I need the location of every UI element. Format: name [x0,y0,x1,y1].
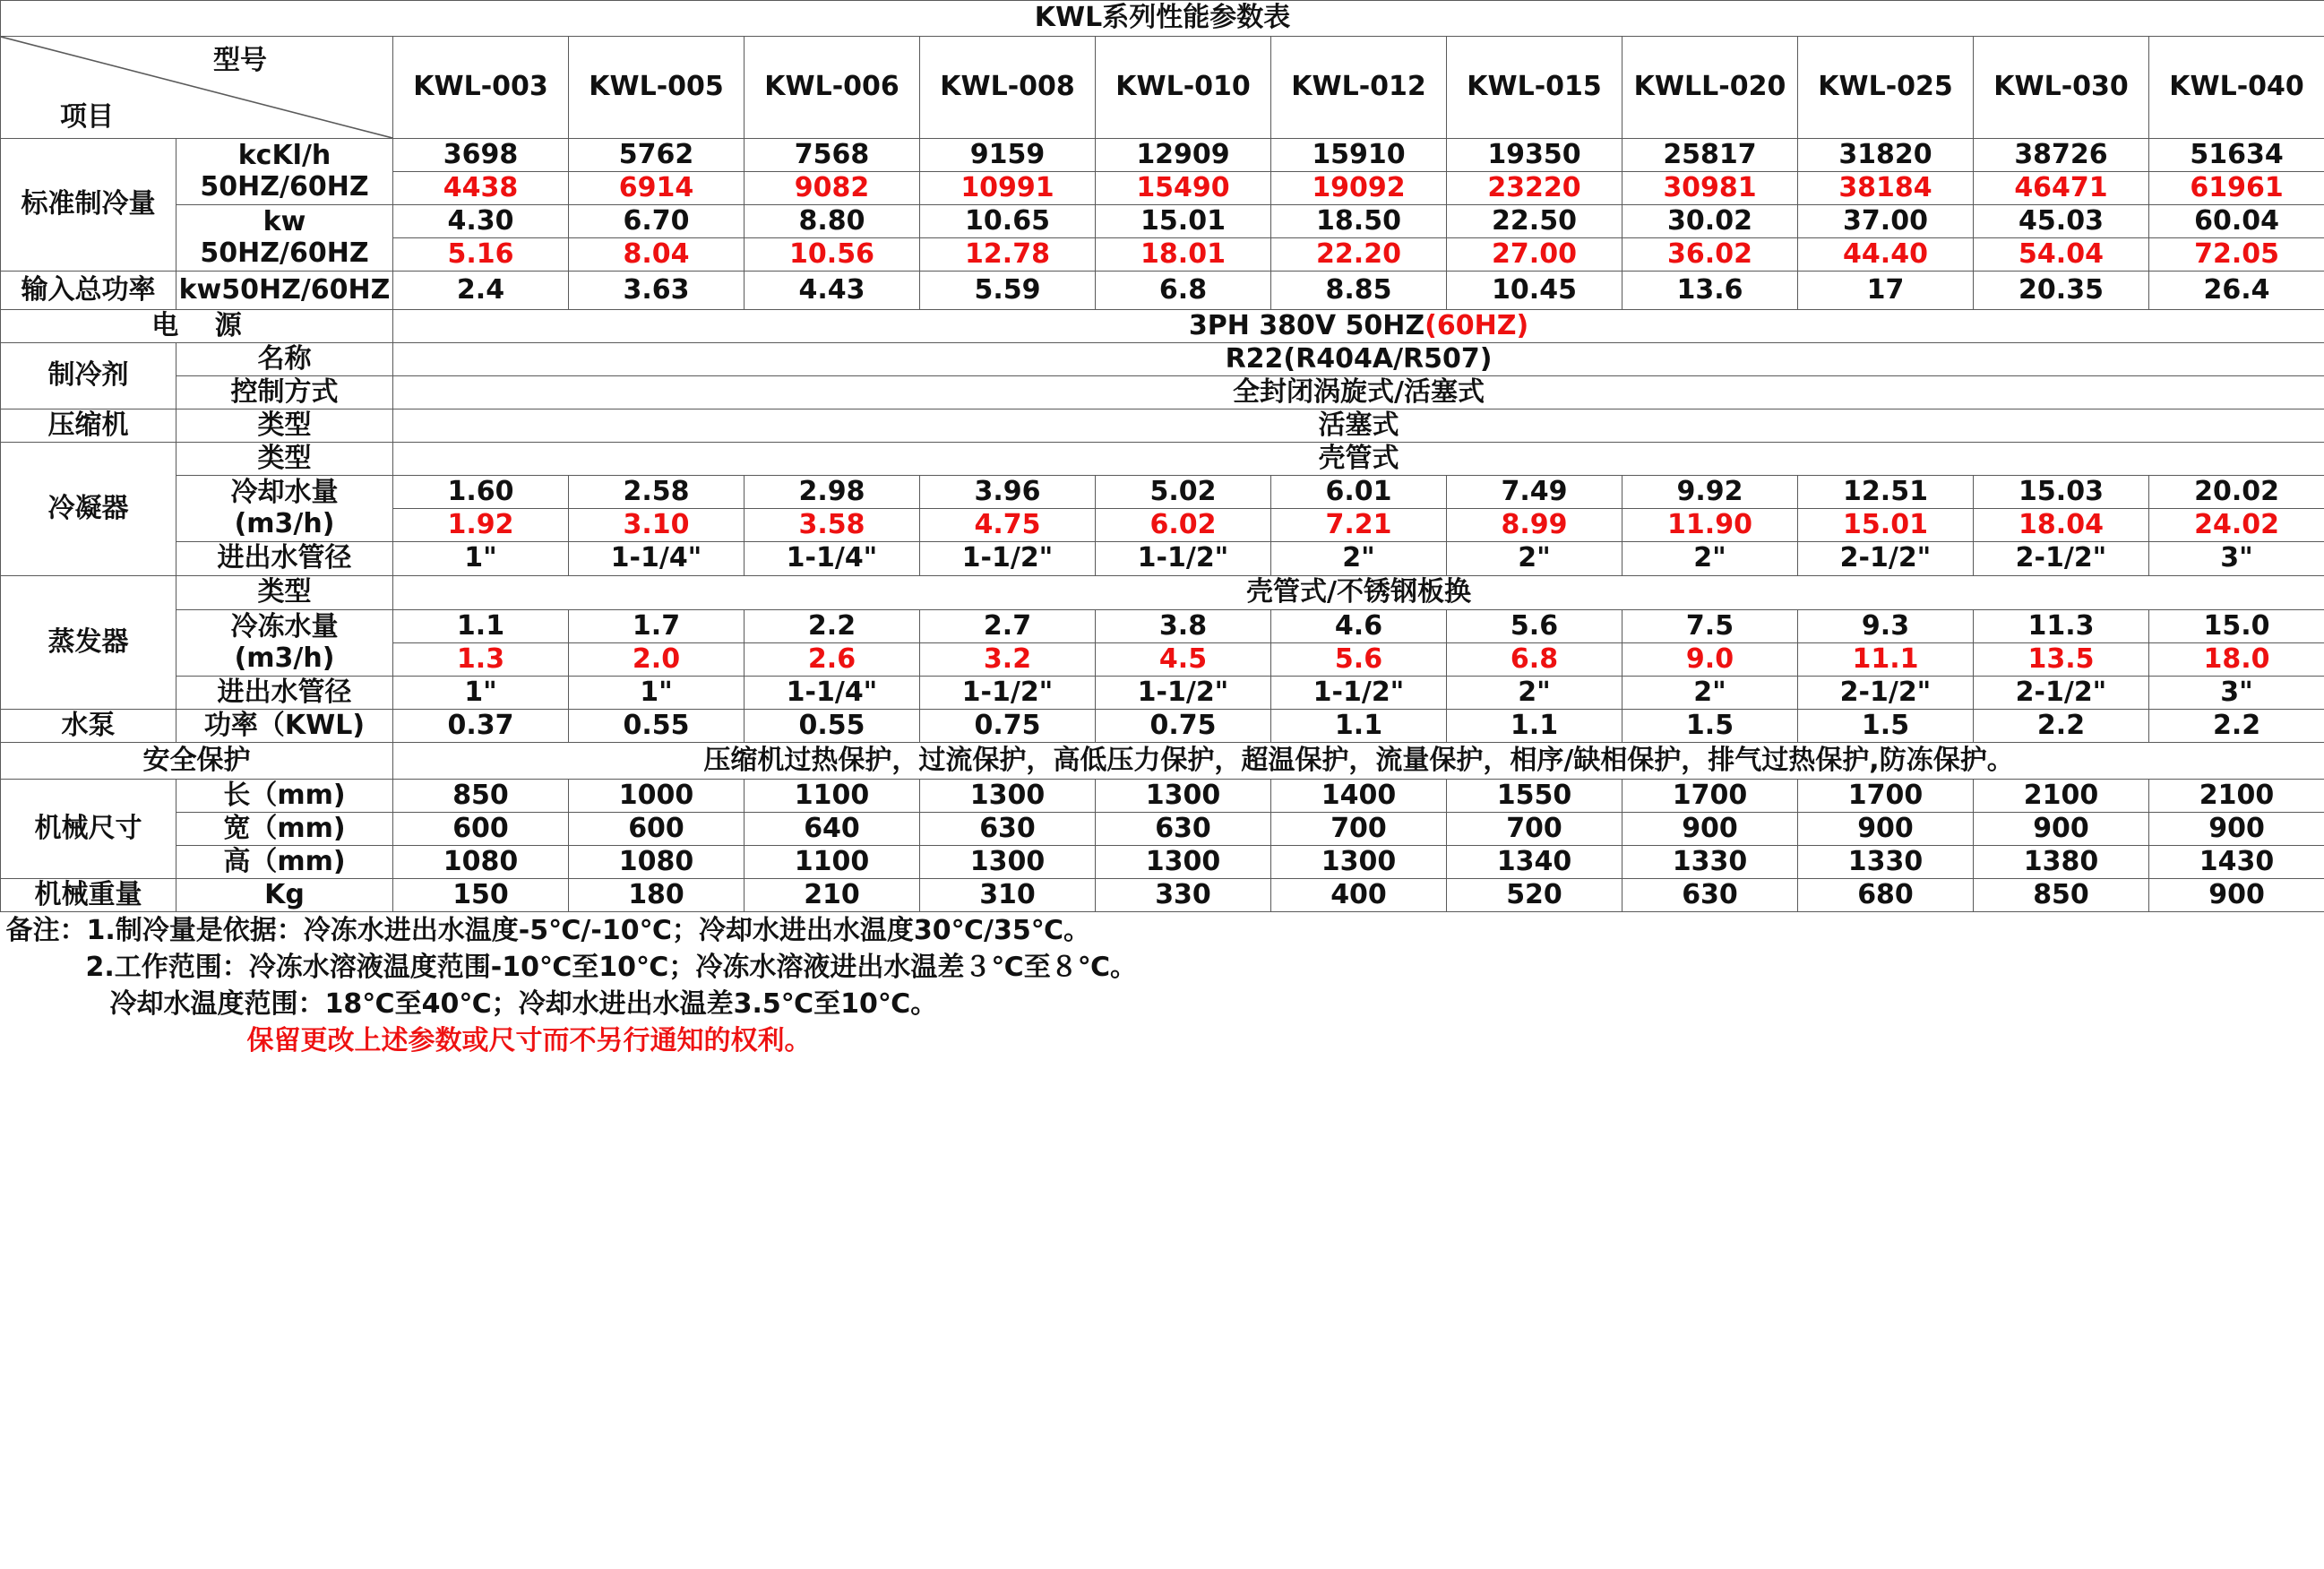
compressor-type-value: 活塞式 [393,409,2324,443]
kcal-50hz-cell: 15910 [1271,139,1447,172]
length-cell: 1700 [1622,780,1798,813]
input-power-unit: kw50HZ/60HZ [176,272,393,310]
height-cell: 1300 [1271,846,1447,879]
evaporator-pipe-label: 进出水管径 [176,677,393,710]
pump-label: 水泵 [1,710,176,743]
height-row [1,846,2324,879]
power-supply-row [1,310,2324,343]
condenser-pipe-cell: 3" [2149,542,2324,576]
weight-cell: 180 [569,879,745,912]
pump-power-cell: 0.75 [1096,710,1271,743]
refrigerant-name-row [1,343,2324,376]
condenser-pipe-cell: 2-1/2" [1974,542,2149,576]
kcal-60hz-cell: 10991 [920,172,1096,205]
evaporator-flow-50hz-cell: 1.7 [569,610,745,643]
weight-cell: 150 [393,879,569,912]
length-cell: 850 [393,780,569,813]
corner-header-cell [1,37,393,139]
evaporator-flow-60hz-cell: 2.6 [745,643,920,677]
height-cell: 1100 [745,846,920,879]
model-name-cell: KWL-015 [1447,37,1622,139]
kcal-50hz-cell: 51634 [2149,139,2324,172]
input-power-cell: 6.8 [1096,272,1271,310]
height-cell: 1330 [1622,846,1798,879]
input-power-cell: 10.45 [1447,272,1622,310]
length-cell: 1400 [1271,780,1447,813]
condenser-flow-50hz-cell: 2.98 [745,476,920,509]
kw-60hz-cell: 27.00 [1447,238,1622,272]
kcal-50hz-cell: 19350 [1447,139,1622,172]
model-name-cell: KWL-040 [2149,37,2324,139]
refrigerant-control-label: 控制方式 [176,376,393,409]
evaporator-pipe-cell: 3" [2149,677,2324,710]
length-cell: 1700 [1798,780,1974,813]
length-label: 长（mm) [176,780,393,813]
condenser-flow-label: 冷却水量 [230,477,339,508]
condenser-flow-50hz-cell: 15.03 [1974,476,2149,509]
evaporator-pipe-cell: 1" [393,677,569,710]
condenser-flow-60hz-cell: 11.90 [1622,509,1798,542]
weight-cell: 850 [1974,879,2149,912]
refrigerant-label: 制冷剂 [1,343,176,409]
condenser-flow-60hz-cell: 18.04 [1974,509,2149,542]
kw-60hz-cell: 12.78 [920,238,1096,272]
weight-cell: 330 [1096,879,1271,912]
condenser-flow-60hz-cell: 6.02 [1096,509,1271,542]
condenser-flow-60hz-cell: 7.21 [1271,509,1447,542]
evaporator-flow-label-cell [176,610,393,677]
kcal-60hz-cell: 15490 [1096,172,1271,205]
table-title: KWL系列性能参数表 [1,1,2324,37]
input-power-label: 输入总功率 [1,272,176,310]
input-power-cell: 4.43 [745,272,920,310]
condenser-pipe-cell: 1-1/4" [569,542,745,576]
kw-unit-cell [176,205,393,272]
refrigerant-name-label: 名称 [176,343,393,376]
model-name-cell: KWL-006 [745,37,920,139]
notes-row [1,912,2324,1065]
pump-power-cell: 1.1 [1447,710,1622,743]
kcal-60hz-cell: 9082 [745,172,920,205]
width-cell: 900 [1974,813,2149,846]
condenser-flow-50hz-cell: 3.96 [920,476,1096,509]
power-supply-label: 电 源 [1,310,393,343]
length-cell: 2100 [1974,780,2149,813]
input-power-cell: 13.6 [1622,272,1798,310]
evaporator-pipe-cell: 2" [1622,677,1798,710]
pump-power-cell: 0.37 [393,710,569,743]
evaporator-flow-50hz-cell: 2.2 [745,610,920,643]
pump-power-cell: 0.75 [920,710,1096,743]
condenser-flow-50hz-cell: 7.49 [1447,476,1622,509]
evaporator-flow-50hz-cell: 11.3 [1974,610,2149,643]
height-cell: 1080 [393,846,569,879]
cooling-capacity-label: 标准制冷量 [1,139,176,272]
compressor-type-label: 类型 [176,409,393,443]
height-cell: 1380 [1974,846,2149,879]
evaporator-flow-50hz-cell: 1.1 [393,610,569,643]
weight-unit: Kg [176,879,393,912]
height-cell: 1330 [1798,846,1974,879]
weight-cell: 630 [1622,879,1798,912]
kcal-unit-cell [176,139,393,205]
kcal-50hz-cell: 25817 [1622,139,1798,172]
condenser-flow-60hz-cell: 15.01 [1798,509,1974,542]
pump-unit: 功率（KWL) [176,710,393,743]
length-cell: 1300 [1096,780,1271,813]
condenser-pipe-cell: 2" [1447,542,1622,576]
power-supply-60hz: (60HZ) [1425,309,1529,341]
height-cell: 1430 [2149,846,2324,879]
kcal-60hz-cell: 61961 [2149,172,2324,205]
condenser-flow-50hz-cell: 9.92 [1622,476,1798,509]
note-line-4: 保留更改上述参数或尺寸而不另行通知的权利。 [246,1025,812,1056]
evaporator-type-value: 壳管式/不锈钢板换 [393,576,2324,610]
pump-power-cell: 2.2 [1974,710,2149,743]
kw-unit: kw [263,206,306,237]
freq-unit: 50HZ/60HZ [200,237,369,269]
safety-value: 压缩机过热保护，过流保护，高低压力保护，超温保护，流量保护，相序/缺相保护，排气过热保护,防冻保护。 [393,743,2324,780]
evaporator-flow-50hz-cell: 2.7 [920,610,1096,643]
refrigerant-name-value: R22(R404A/R507) [393,343,2324,376]
model-name-cell: KWL-003 [393,37,569,139]
note-line-2: 2.工作范围：冷冻水溶液温度范围-10℃至10℃；冷冻水溶液进出水温差３℃至８℃。 [85,952,1138,983]
evaporator-pipe-cell: 2" [1447,677,1622,710]
kcal-60hz-cell: 6914 [569,172,745,205]
kw-50hz-cell: 8.80 [745,205,920,238]
model-name-cell: KWL-010 [1096,37,1271,139]
condenser-flow-50-row [1,476,2324,509]
length-cell: 1300 [920,780,1096,813]
pump-power-cell: 1.5 [1798,710,1974,743]
power-supply-main: 3PH 380V 50HZ [1188,309,1425,341]
model-name-cell: KWL-012 [1271,37,1447,139]
condenser-type-label: 类型 [176,443,393,476]
condenser-pipe-cell: 1-1/4" [745,542,920,576]
condenser-flow-60hz-cell: 24.02 [2149,509,2324,542]
evaporator-flow-60hz-cell: 3.2 [920,643,1096,677]
length-cell: 1100 [745,780,920,813]
width-label: 宽（mm) [176,813,393,846]
kw-60hz-cell: 54.04 [1974,238,2149,272]
condenser-flow-60hz-cell: 1.92 [393,509,569,542]
condenser-flow-60hz-cell: 8.99 [1447,509,1622,542]
kw-60hz-cell: 10.56 [745,238,920,272]
model-name-cell: KWL-030 [1974,37,2149,139]
kcal-50hz-cell: 12909 [1096,139,1271,172]
weight-label: 机械重量 [1,879,176,912]
kw-60hz-cell: 8.04 [569,238,745,272]
condenser-pipe-row [1,542,2324,576]
evaporator-flow-50hz-cell: 5.6 [1447,610,1622,643]
input-power-cell: 3.63 [569,272,745,310]
condenser-flow-50hz-cell: 2.58 [569,476,745,509]
refrigerant-control-row [1,376,2324,409]
condenser-pipe-cell: 1-1/2" [920,542,1096,576]
weight-cell: 210 [745,879,920,912]
width-cell: 630 [1096,813,1271,846]
input-power-cell: 2.4 [393,272,569,310]
pump-power-cell: 1.5 [1622,710,1798,743]
cooling-kw-50-row [1,205,2324,238]
kw-50hz-cell: 6.70 [569,205,745,238]
length-cell: 2100 [2149,780,2324,813]
evaporator-flow-label: 冷冻水量 [230,611,339,642]
kcal-50hz-cell: 3698 [393,139,569,172]
height-cell: 1340 [1447,846,1622,879]
condenser-pipe-cell: 1" [393,542,569,576]
kw-50hz-cell: 22.50 [1447,205,1622,238]
condenser-label: 冷凝器 [1,443,176,576]
kw-60hz-cell: 72.05 [2149,238,2324,272]
evaporator-pipe-cell: 1-1/2" [920,677,1096,710]
evaporator-pipe-cell: 1" [569,677,745,710]
kcal-60hz-cell: 46471 [1974,172,2149,205]
evaporator-flow-60hz-cell: 11.1 [1798,643,1974,677]
safety-label: 安全保护 [1,743,393,780]
input-power-cell: 17 [1798,272,1974,310]
pump-power-cell: 0.55 [745,710,920,743]
evaporator-flow-50hz-cell: 3.8 [1096,610,1271,643]
kcal-50hz-cell: 7568 [745,139,920,172]
evaporator-type-row [1,576,2324,610]
evaporator-type-label: 类型 [176,576,393,610]
note-line-1: 备注：1.制冷量是依据：冷冻水进出水温度-5℃/-10℃；冷却水进出水温度30℃/35℃。 [5,915,1091,946]
condenser-flow-50hz-cell: 20.02 [2149,476,2324,509]
kw-50hz-cell: 37.00 [1798,205,1974,238]
model-header-row [1,37,2324,139]
kcal-50hz-cell: 5762 [569,139,745,172]
kw-60hz-cell: 18.01 [1096,238,1271,272]
power-supply-value [393,310,2324,343]
height-cell: 1300 [920,846,1096,879]
weight-cell: 680 [1798,879,1974,912]
pump-power-cell: 1.1 [1271,710,1447,743]
width-cell: 700 [1271,813,1447,846]
kcal-60hz-cell: 23220 [1447,172,1622,205]
kcal-50hz-cell: 31820 [1798,139,1974,172]
weight-cell: 400 [1271,879,1447,912]
evaporator-pipe-row [1,677,2324,710]
kw-60hz-cell: 5.16 [393,238,569,272]
kcal-60hz-cell: 38184 [1798,172,1974,205]
condenser-flow-50hz-cell: 6.01 [1271,476,1447,509]
pump-row [1,710,2324,743]
width-row [1,813,2324,846]
evaporator-flow-60hz-cell: 4.5 [1096,643,1271,677]
input-power-cell: 26.4 [2149,272,2324,310]
freq-unit: 50HZ/60HZ [200,170,369,203]
length-row [1,780,2324,813]
condenser-type-row [1,443,2324,476]
condenser-flow-50hz-cell: 5.02 [1096,476,1271,509]
width-cell: 900 [1798,813,1974,846]
evaporator-flow-60hz-cell: 2.0 [569,643,745,677]
input-power-row [1,272,2324,310]
evaporator-flow-60hz-cell: 13.5 [1974,643,2149,677]
kw-50hz-cell: 60.04 [2149,205,2324,238]
width-cell: 900 [1622,813,1798,846]
kw-50hz-cell: 30.02 [1622,205,1798,238]
kcal-60hz-cell: 30981 [1622,172,1798,205]
kw-50hz-cell: 15.01 [1096,205,1271,238]
condenser-pipe-cell: 2" [1271,542,1447,576]
weight-row [1,879,2324,912]
model-header-label: 型号 [213,45,267,76]
refrigerant-control-value: 全封闭涡旋式/活塞式 [393,376,2324,409]
condenser-pipe-cell: 2-1/2" [1798,542,1974,576]
condenser-flow-50hz-cell: 1.60 [393,476,569,509]
condenser-flow-50hz-cell: 12.51 [1798,476,1974,509]
evaporator-flow-50hz-cell: 15.0 [2149,610,2324,643]
flow-unit: (m3/h) [234,642,335,674]
length-cell: 1000 [569,780,745,813]
input-power-cell: 5.59 [920,272,1096,310]
evaporator-flow-60hz-cell: 18.0 [2149,643,2324,677]
pump-power-cell: 2.2 [2149,710,2324,743]
width-cell: 600 [569,813,745,846]
kw-60hz-cell: 36.02 [1622,238,1798,272]
weight-cell: 900 [2149,879,2324,912]
condenser-flow-60hz-cell: 3.10 [569,509,745,542]
kw-60hz-cell: 22.20 [1271,238,1447,272]
cooling-kcal-50-row [1,139,2324,172]
condenser-pipe-cell: 1-1/2" [1096,542,1271,576]
evaporator-label: 蒸发器 [1,576,176,710]
kcal-60hz-cell: 19092 [1271,172,1447,205]
kw-50hz-cell: 10.65 [920,205,1096,238]
weight-cell: 310 [920,879,1096,912]
evaporator-pipe-cell: 1-1/2" [1096,677,1271,710]
dimensions-label: 机械尺寸 [1,780,176,879]
condenser-flow-label-cell [176,476,393,542]
evaporator-flow-60hz-cell: 5.6 [1271,643,1447,677]
condenser-type-value: 壳管式 [393,443,2324,476]
condenser-pipe-label: 进出水管径 [176,542,393,576]
note-line-3: 冷却水温度范围：18℃至40℃；冷却水进出水温差3.5℃至10℃。 [109,988,938,1020]
flow-unit: (m3/h) [234,507,335,539]
width-cell: 900 [2149,813,2324,846]
evaporator-flow-60hz-cell: 9.0 [1622,643,1798,677]
kw-60hz-cell: 44.40 [1798,238,1974,272]
pump-power-cell: 0.55 [569,710,745,743]
height-cell: 1080 [569,846,745,879]
width-cell: 630 [920,813,1096,846]
evaporator-pipe-cell: 1-1/4" [745,677,920,710]
kw-50hz-cell: 18.50 [1271,205,1447,238]
input-power-cell: 8.85 [1271,272,1447,310]
kw-50hz-cell: 4.30 [393,205,569,238]
compressor-row [1,409,2324,443]
compressor-label: 压缩机 [1,409,176,443]
evaporator-flow-50hz-cell: 4.6 [1271,610,1447,643]
model-name-cell: KWL-005 [569,37,745,139]
condenser-flow-60hz-cell: 4.75 [920,509,1096,542]
kcal-60hz-cell: 4438 [393,172,569,205]
kcal-unit: kcKl/h [237,140,331,171]
evaporator-flow-60hz-cell: 6.8 [1447,643,1622,677]
height-label: 高（mm) [176,846,393,879]
evaporator-pipe-cell: 1-1/2" [1271,677,1447,710]
model-name-cell: KWLL-020 [1622,37,1798,139]
weight-cell: 520 [1447,879,1622,912]
input-power-cell: 20.35 [1974,272,2149,310]
evaporator-pipe-cell: 2-1/2" [1798,677,1974,710]
model-name-cell: KWL-008 [920,37,1096,139]
height-cell: 1300 [1096,846,1271,879]
kcal-50hz-cell: 9159 [920,139,1096,172]
width-cell: 700 [1447,813,1622,846]
evaporator-flow-50hz-cell: 9.3 [1798,610,1974,643]
condenser-pipe-cell: 2" [1622,542,1798,576]
evaporator-flow-50hz-cell: 7.5 [1622,610,1798,643]
evaporator-pipe-cell: 2-1/2" [1974,677,2149,710]
safety-row [1,743,2324,780]
width-cell: 640 [745,813,920,846]
condenser-flow-60hz-cell: 3.58 [745,509,920,542]
kcal-50hz-cell: 38726 [1974,139,2149,172]
model-name-cell: KWL-025 [1798,37,1974,139]
width-cell: 600 [393,813,569,846]
length-cell: 1550 [1447,780,1622,813]
evaporator-flow-60hz-cell: 1.3 [393,643,569,677]
evaporator-flow-50-row [1,610,2324,643]
notes-cell [1,912,2324,1065]
kw-50hz-cell: 45.03 [1974,205,2149,238]
item-header-label: 项目 [60,100,114,133]
